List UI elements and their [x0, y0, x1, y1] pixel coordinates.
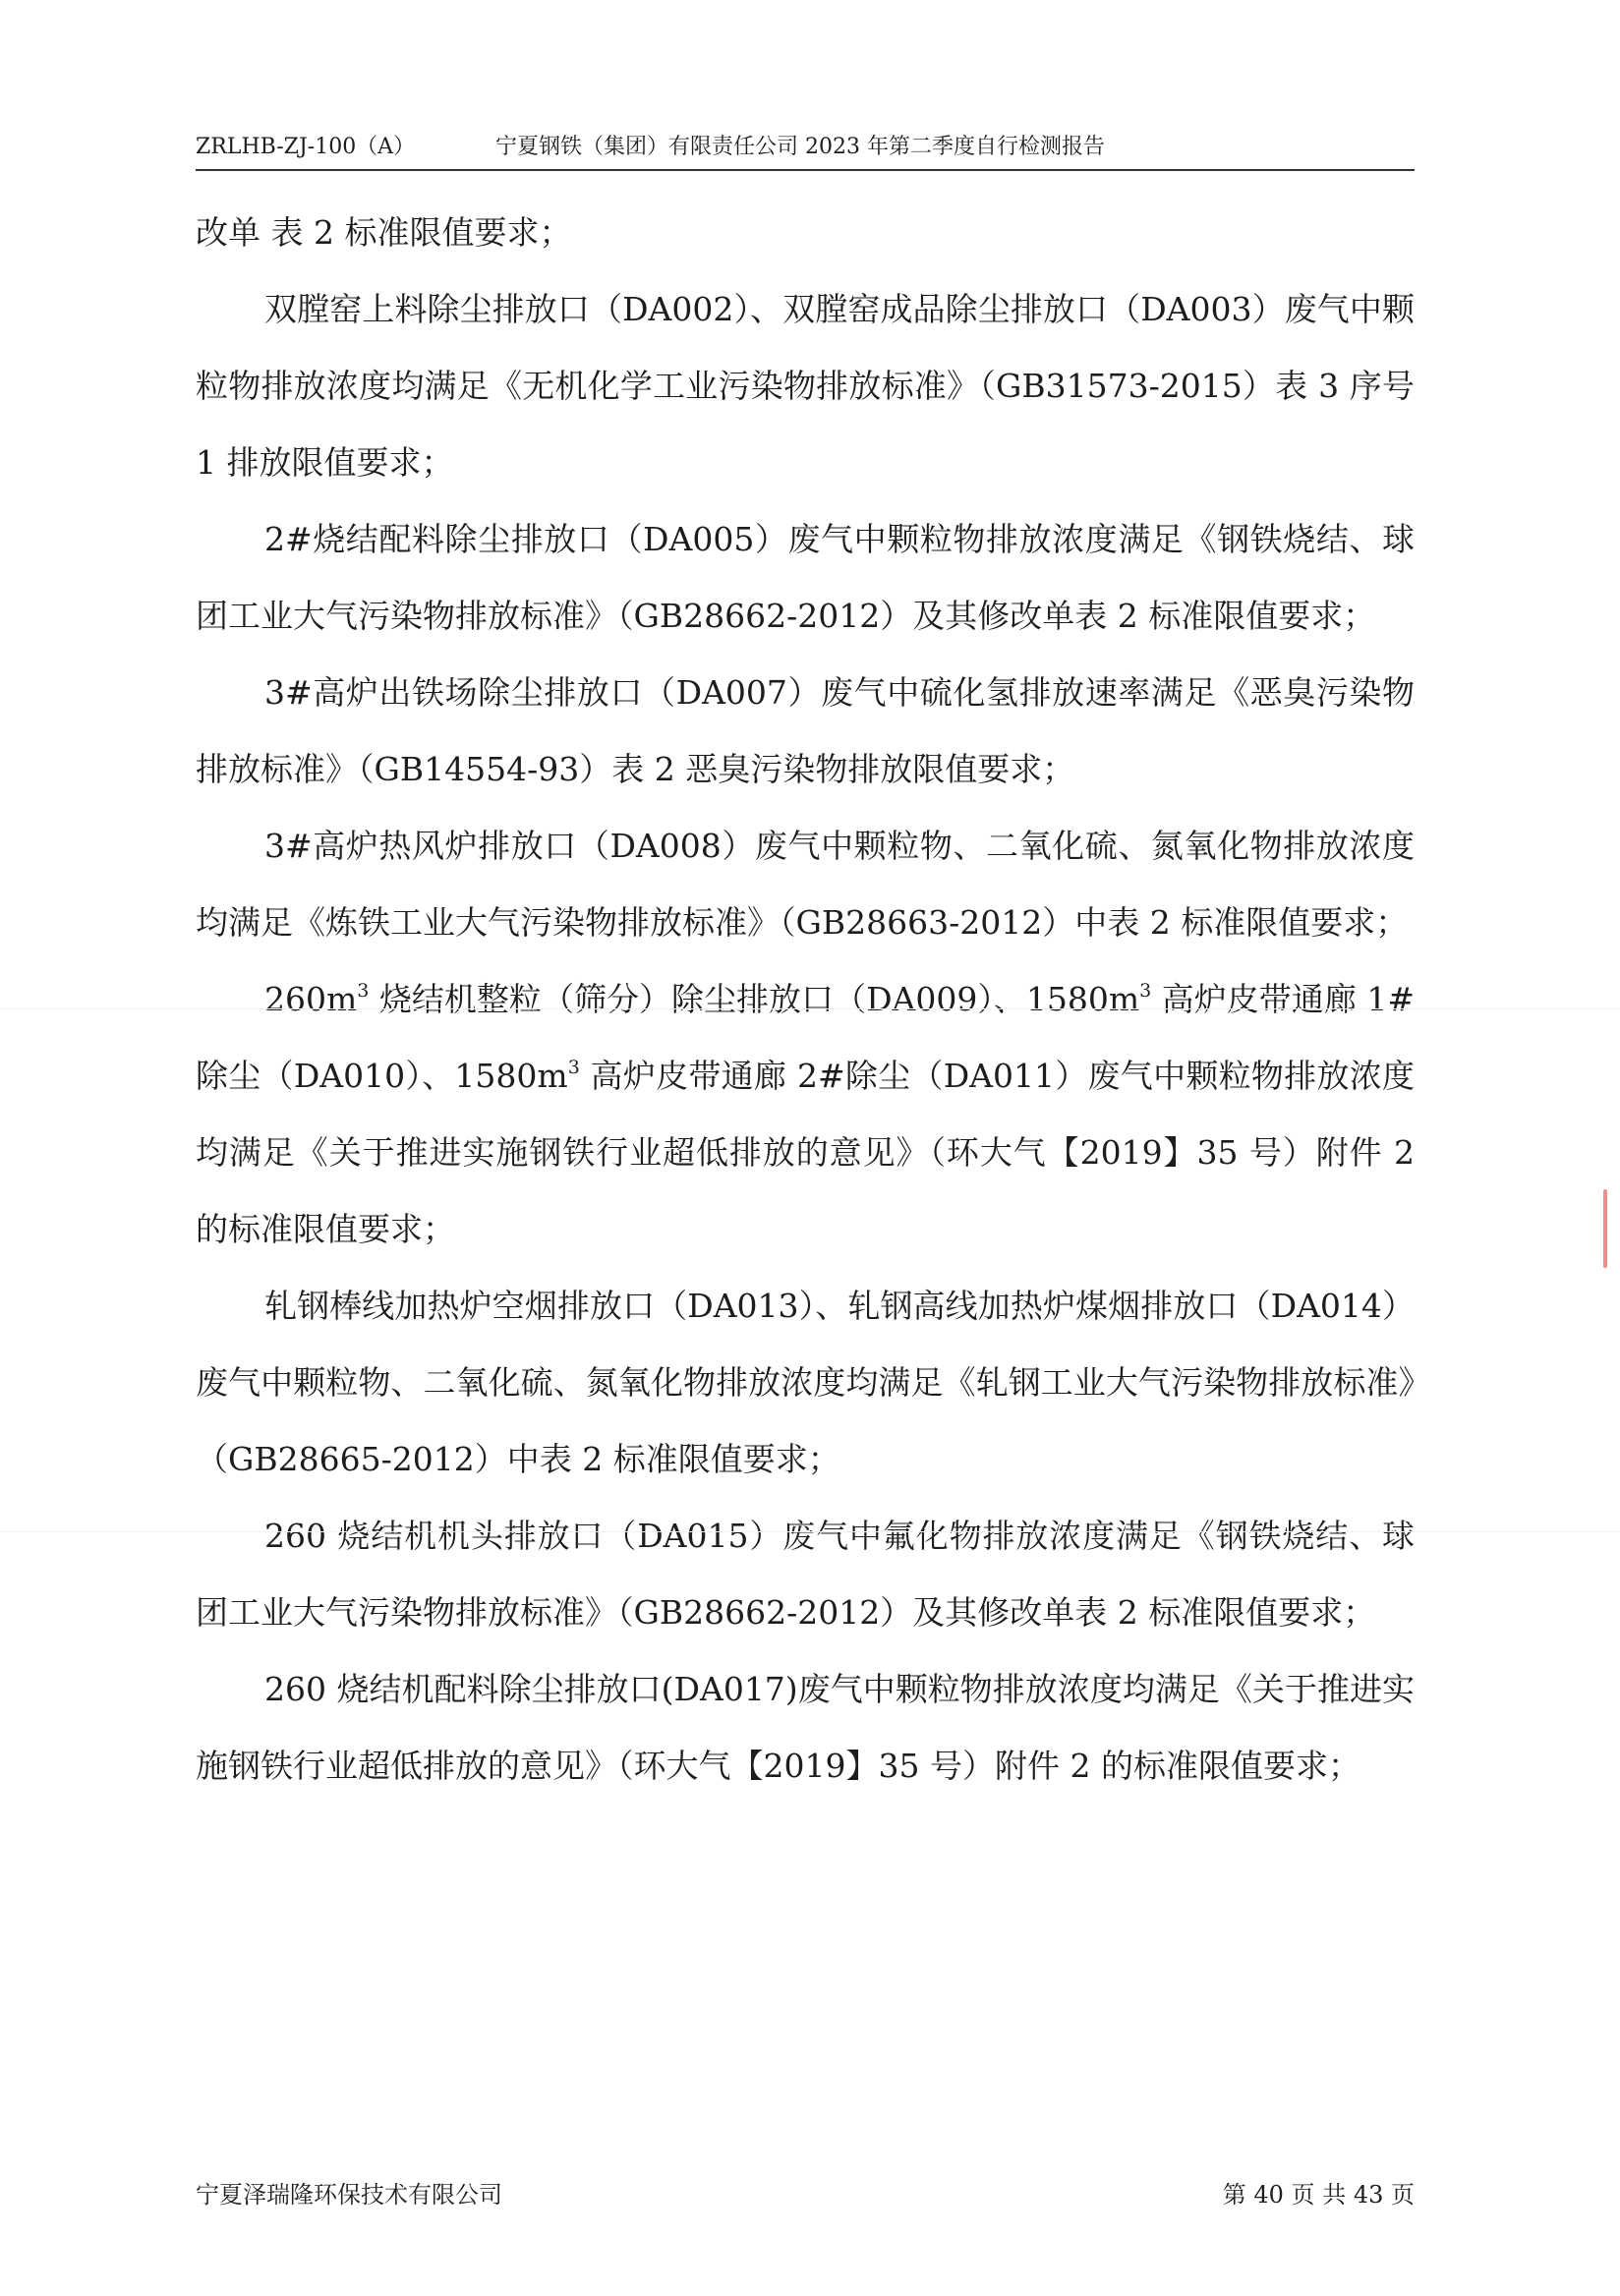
paragraph-sinter-batching-dust: 260 烧结机配料除尘排放口(DA017)废气中颗粒物排放浓度均满足《关于推进实施钢铁行业超低排放的意见》（环大气【2019】35 号）附件 2 的标准限值要求； [196, 1670, 1415, 1785]
report-title: 宁夏钢铁（集团）有限责任公司 2023 年第二季度自行检测报告 [495, 135, 1105, 159]
page-header [196, 126, 1415, 169]
paragraph-screening-and-belt-gallery [196, 961, 1415, 1268]
superscript: 3 [567, 1057, 580, 1078]
document-code: ZRLHB-ZJ-100（A） [196, 135, 416, 159]
page-number: 第 40 页 共 43 页 [1222, 2181, 1415, 2209]
binding-mark [1603, 1189, 1607, 1268]
scan-fold-line [0, 1531, 1620, 1532]
paragraph-continuation: 改单 表 2 标准限值要求； [196, 213, 572, 252]
text-segment: 260m [264, 980, 358, 1018]
report-body [196, 195, 1415, 1805]
text-segment: 高炉皮带通廊 2#除尘（DA011）废气中颗粒物排放浓度均满足《关于推进实施钢铁行业超低排放的意见》（环大气【2019】35 号）附件 2 的标准限值要求； [196, 1057, 1415, 1248]
superscript: 3 [1139, 980, 1152, 1002]
superscript: 3 [357, 980, 370, 1002]
page-footer [196, 2177, 1415, 2212]
paragraph-tapping-yard: 3#高炉出铁场除尘排放口（DA007）废气中硫化氢排放速率满足《恶臭污染物排放标准》（GB14554-93）表 2 恶臭污染物排放限值要求； [196, 673, 1415, 788]
text-segment: 高炉皮带通廊 1#除尘（DA010）、1580m [196, 980, 1415, 1095]
header-rule [196, 169, 1415, 171]
text-segment: 烧结机整粒（筛分）除尘排放口（DA009）、1580m [369, 980, 1140, 1018]
paragraph-sinter-batching: 2#烧结配料除尘排放口（DA005）废气中颗粒物排放浓度满足《钢铁烧结、球团工业大气污染物排放标准》（GB28662-2012）及其修改单表 2 标准限值要求； [196, 520, 1415, 635]
paragraph-hot-blast-stove: 3#高炉热风炉排放口（DA008）废气中颗粒物、二氧化硫、氮氧化物排放浓度均满足《炼铁工业大气污染物排放标准》（GB28663-2012）中表 2 标准限值要求； [196, 827, 1415, 942]
paragraph-double-chamber-kiln: 双膛窑上料除尘排放口（DA002）、双膛窑成品除尘排放口（DA003）废气中颗粒物排放浓度均满足《无机化学工业污染物排放标准》（GB31573-2015）表 3 序号 1 排放限值要求； [196, 290, 1415, 482]
paragraph-rolling-furnaces: 轧钢棒线加热炉空烟排放口（DA013）、轧钢高线加热炉煤烟排放口（DA014）废气中颗粒物、二氧化硫、氮氧化物排放浓度均满足《轧钢工业大气污染物排放标准》（GB28665-2012）中表 2 标准限值要求； [196, 1287, 1415, 1478]
paragraph-sinter-machine-head: 260 烧结机机头排放口（DA015）废气中氟化物排放浓度满足《钢铁烧结、球团工业大气污染物排放标准》（GB28662-2012）及其修改单表 2 标准限值要求； [196, 1517, 1415, 1632]
footer-company: 宁夏泽瑞隆环保技术有限公司 [196, 2181, 502, 2209]
scan-fold-line [0, 1008, 1620, 1009]
